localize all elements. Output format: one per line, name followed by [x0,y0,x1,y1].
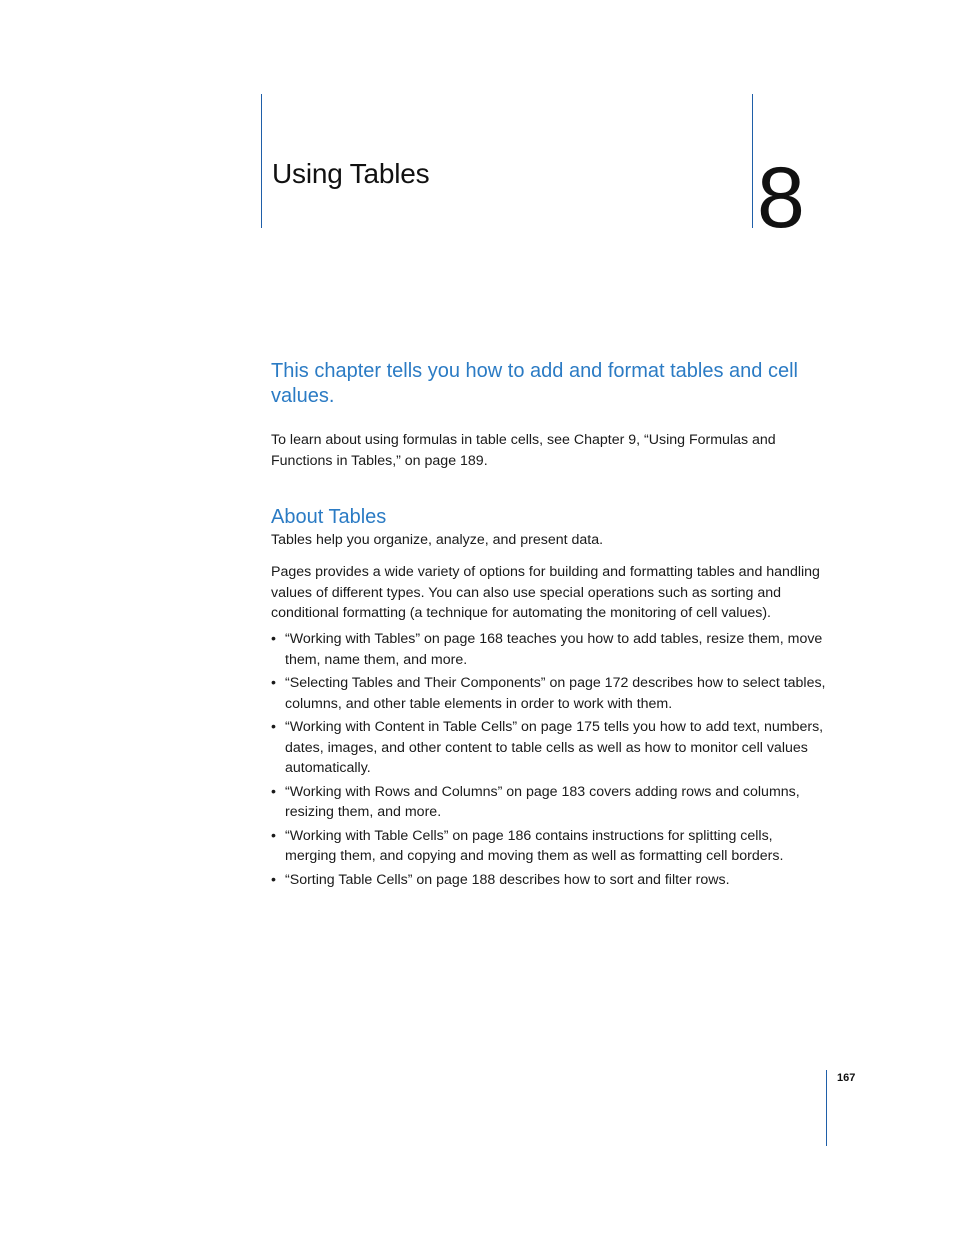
chapter-title: Using Tables [272,158,430,189]
page-number: 167 [837,1072,856,1084]
bullet-icon: • [271,871,276,888]
list-item [271,870,827,891]
intro-paragraph: To learn about using formulas in table cells, see Chapter 9, “Using Formulas and Functions in Tables,” on page 189. [271,432,776,469]
list-item [271,673,827,714]
bullet-icon: • [271,675,276,691]
bullet-icon: • [271,827,276,844]
section-heading-about-tables: About Tables [271,506,387,528]
chapter-number: 8 [757,150,805,246]
list-item [271,629,827,670]
list-item-text: “Selecting Tables and Their Components” on page 172 describes how to select tables, columns, and other table elements in order to work with them. [285,675,826,712]
list-item-text: “Working with Tables” on page 168 teaches you how to add tables, resize them, move them, name them, and more. [285,631,823,668]
list-item [271,826,827,867]
chapter-number-rule [752,94,753,228]
bullet-icon: • [271,719,276,735]
about-paragraph-2: Pages provides a wide variety of options for building and formatting tables and handling values of different types. You can also use special operations such as sorting and conditional formatting (a technique for automating the monitoring of cell values). [271,564,820,621]
list-item-text: “Working with Content in Table Cells” on page 175 tells you how to add text, numbers, dates, images, and other content to table cells as well as how to monitor cell values automatically. [285,719,824,776]
list-item [271,782,827,823]
chapter-intro-heading: This chapter tells you how to add and format tables and cell values. [271,360,798,407]
bullet-icon: • [271,631,276,647]
chapter-left-rule [261,94,262,228]
page-number-rule [826,1070,827,1146]
topics-bullet-list [271,629,827,893]
about-paragraph-1: Tables help you organize, analyze, and present data. [271,532,604,548]
list-item-text: “Working with Table Cells” on page 186 contains instructions for splitting cells, merging them, and copying and moving them as well as formatting cell borders. [285,827,784,864]
list-item-text: “Working with Rows and Columns” on page 183 covers adding rows and columns, resizing them, and more. [285,783,800,820]
list-item-text: “Sorting Table Cells” on page 188 describes how to sort and filter rows. [285,871,730,888]
list-item [271,717,827,779]
bullet-icon: • [271,783,276,800]
